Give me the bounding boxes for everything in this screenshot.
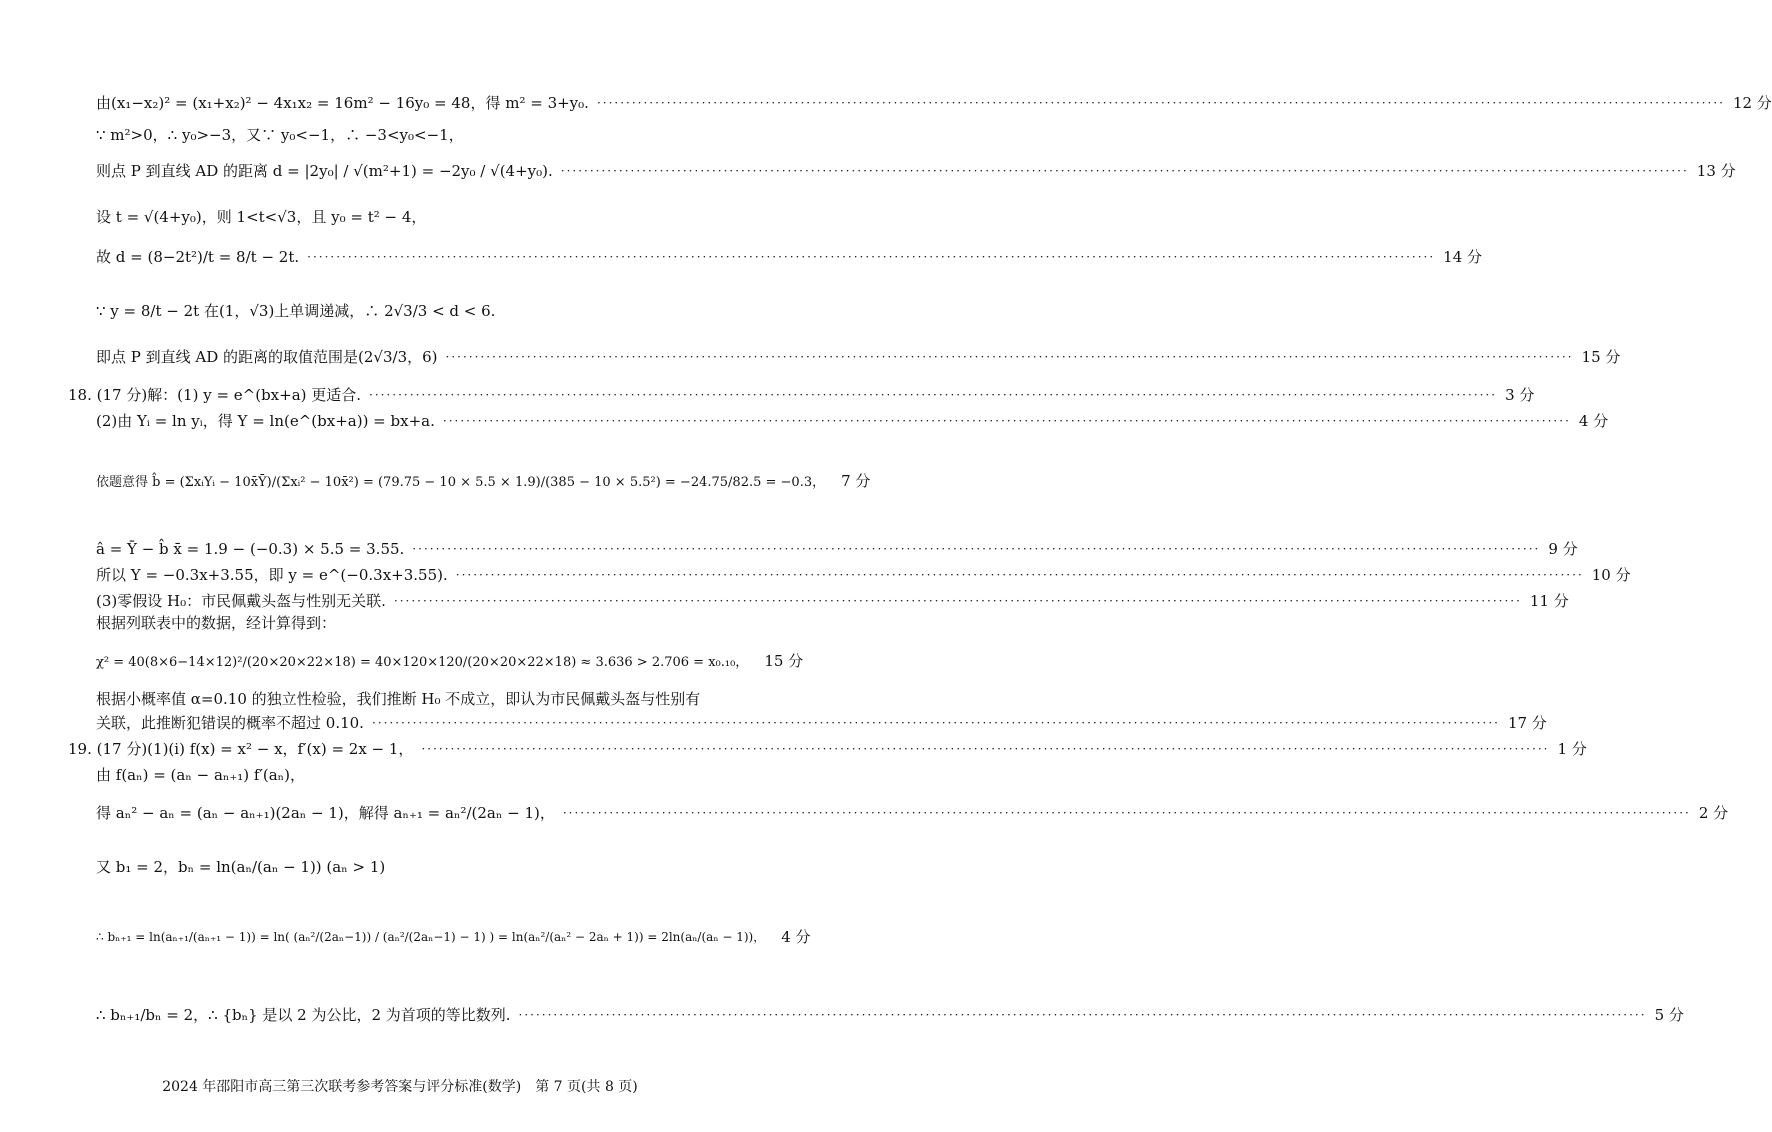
solution-line: 由(x₁−x₂)² = (x₁+x₂)² − 4x₁x₂ = 16m² − 16y₀ = 48，得 m² = 3+y₀. ····· 12 分 [96, 92, 722, 113]
score-label: 10 分 [1591, 566, 1631, 584]
leader-dots [372, 716, 1500, 730]
solution-line: (2)由 Yᵢ = ln yᵢ，得 Y = ln(e^(bx+a)) = bx+a. ····· 4 分 [96, 410, 722, 431]
solution-line: 故 d = (8−2t²)/t = 8/t − 2t. ····· 14 分 [96, 246, 722, 267]
score-label: 12 分 [1732, 94, 1772, 112]
leader-dots [443, 414, 1571, 428]
question-19-heading: 19. (17 分)(1)(ⅰ) f(x) = x² − x，f′(x) = 2x − 1， ····· 1 分 [68, 738, 722, 759]
score-label: 4 分 [781, 928, 811, 946]
solution-line: 依题意得 b̂ = (ΣxᵢYᵢ − 10x̄Ȳ)/(Σxᵢ² − 10x̄²) = (79.75 − 10 × 5.5 × 1.9)/(385 − 10 × 5.5²) = −24.75/82.5 = −0.3， 7 分 [96, 472, 871, 490]
leader-dots [456, 568, 1584, 582]
solution-line: 即点 P 到直线 AD 的距离的取值范围是(2√3/3，6) ····· 15 分 [96, 346, 722, 367]
score-label: 4 分 [1578, 412, 1609, 430]
solution-line: â = Ȳ − b̂ x̄ = 1.9 − (−0.3) × 5.5 = 3.55. ····· 9 分 [96, 538, 722, 559]
leader-dots [421, 742, 1549, 756]
score-label: 2 分 [1698, 804, 1729, 822]
solution-line: ∵ y = 8/t − 2t 在(1，√3)上单调递减，∴ 2√3/3 < d < 6. [96, 302, 496, 320]
score-label: 11 分 [1529, 592, 1569, 610]
score-label: 15 分 [764, 652, 804, 670]
solution-line: χ² = 40(8×6−14×12)²/(20×20×22×18) = 40×120×120/(20×20×22×18) ≈ 3.636 > 2.706 = x₀.₁₀， 15 分 [96, 652, 804, 670]
score-label: 3 分 [1505, 386, 1535, 404]
leader-dots [394, 594, 1522, 608]
score-label: 7 分 [841, 472, 871, 490]
solution-line: 又 b₁ = 2，bₙ = ln(aₙ/(aₙ − 1)) (aₙ > 1) [96, 858, 386, 876]
solution-line: 关联，此推断犯错误的概率不超过 0.10. ····· 17 分 [96, 712, 722, 733]
solution-line: 所以 Y = −0.3x+3.55，即 y = e^(−0.3x+3.55). ····· 10 分 [96, 564, 722, 585]
leader-dots [563, 806, 1691, 820]
score-label: 14 分 [1443, 248, 1483, 266]
solution-line: 则点 P 到直线 AD 的距离 d = |2y₀| / √(m²+1) = −2y₀ / √(4+y₀). ····· 13 分 [96, 160, 722, 181]
solution-line: 由 f(aₙ) = (aₙ − aₙ₊₁) f′(aₙ)， [96, 766, 306, 784]
solution-line: ∴ bₙ₊₁/bₙ = 2，∴ {bₙ} 是以 2 为公比，2 为首项的等比数列. ····· 5 分 [96, 1004, 722, 1025]
solution-line: (3)零假设 H₀：市民佩戴头盔与性别无关联. ····· 11 分 [96, 590, 722, 611]
solution-line: 设 t = √(4+y₀)，则 1<t<√3，且 y₀ = t² − 4， [96, 208, 427, 226]
solution-line: ∵ m²>0，∴ y₀>−3，又∵ y₀<−1，∴ −3<y₀<−1， [96, 126, 464, 144]
score-label: 9 分 [1548, 540, 1578, 558]
page-footer: 2024 年邵阳市高三第三次联考参考答案与评分标准(数学) 第 7 页(共 8 页) [162, 1079, 638, 1095]
question-18-heading: 18. (17 分)解：(1) y = e^(bx+a) 更适合. ····· 3 分 [68, 384, 722, 405]
leader-dots [446, 350, 1574, 364]
leader-dots [307, 250, 1435, 264]
score-label: 15 分 [1581, 348, 1621, 366]
solution-line: 根据列联表中的数据，经计算得到： [96, 614, 337, 632]
solution-line: 根据小概率值 α=0.10 的独立性检验，我们推断 H₀ 不成立，即认为市民佩戴头盔与性别有 [96, 690, 701, 708]
leader-dots [369, 388, 1497, 402]
leader-dots [561, 164, 1689, 178]
score-label: 13 分 [1696, 162, 1736, 180]
score-label: 17 分 [1507, 714, 1547, 732]
score-label: 5 分 [1654, 1006, 1684, 1024]
score-label: 1 分 [1557, 740, 1587, 758]
solution-line: 得 aₙ² − aₙ = (aₙ − aₙ₊₁)(2aₙ − 1)，解得 aₙ₊₁ = aₙ²/(2aₙ − 1)， ····· 2 分 [96, 802, 722, 823]
solution-line: ∴ bₙ₊₁ = ln(aₙ₊₁/(aₙ₊₁ − 1)) = ln( (aₙ²/(2aₙ−1)) / (aₙ²/(2aₙ−1) − 1) ) = ln(aₙ²/(aₙ² − 2aₙ + 1)) = 2ln(aₙ/(aₙ − 1))， 4 分 [96, 928, 811, 946]
leader-dots [597, 96, 1725, 110]
leader-dots [412, 542, 1540, 556]
leader-dots [519, 1008, 1647, 1022]
